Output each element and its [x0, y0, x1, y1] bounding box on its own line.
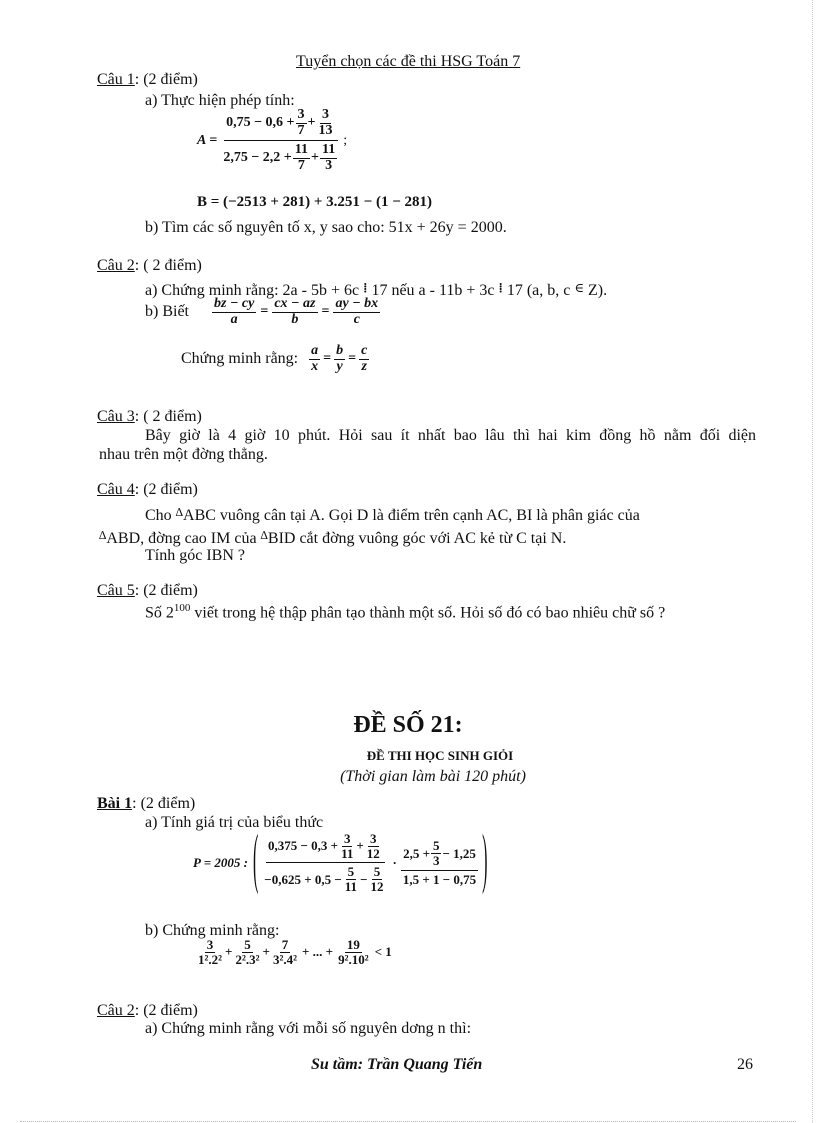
- c4-line-3: Tính góc IBN ?: [145, 547, 245, 564]
- page-right-border: [812, 0, 813, 1123]
- running-header: Tuyển chọn các đề thi HSG Toán 7: [296, 53, 521, 70]
- element-of-symbol: ∈: [574, 280, 584, 295]
- left-paren: (: [252, 824, 259, 897]
- c3-label: Câu 3: [97, 408, 135, 425]
- triangle-symbol-3: ∆: [260, 528, 268, 542]
- c3-heading: [97, 408, 202, 426]
- c4-cho: Cho: [145, 507, 172, 524]
- b1-points: : (2 điểm): [132, 795, 196, 812]
- c4-line-1: [145, 505, 756, 525]
- page-bottom-border: [20, 1121, 796, 1122]
- formula-a-main-fraction: [221, 108, 340, 174]
- c2-a-text2: 17 nếu a - 11b + 3c: [371, 282, 495, 299]
- c2-part-b: b) Biết $\frac{bz - cy}{a}$ = $\frac{cx - az}{b}$ = $\frac{ay - bx}{c}$: [145, 296, 379, 327]
- formula-a: A = 0,75 − 0,6 + $\frac{3}{7}$ + $\frac{3}{13}$ 2,75 − 2,2 + $\frac{11}{7}$ + $\frac{11}{3}$ ;: [197, 107, 348, 174]
- b1-label: Bài 1: [97, 795, 133, 812]
- formula-a-denominator: 2,75 − 2,2 + $\frac{11}{7}$ + $\frac{11}{3}$: [223, 142, 336, 174]
- formula-a-d2-num: 11: [294, 142, 309, 158]
- c4-heading: [97, 481, 198, 499]
- formula-p-frac-1: 0,375 − 0,3 + $\frac{3}{11}$ + $\frac{3}{12}$ −0,625 + 0,5 − $\frac{5}{11}$ − $\frac{5}{12}$: [264, 831, 384, 894]
- c2-frac-2: $\frac{cx - az}{b}$: [274, 296, 316, 327]
- b1-heading: [97, 795, 195, 813]
- formula-a-numerator: 0,75 − 0,6 + $\frac{3}{7}$ + $\frac{3}{13}$: [224, 108, 337, 141]
- c2b-part-a: a) Chứng minh rằng với mỗi số nguyên dơng n thì:: [145, 1020, 472, 1037]
- formula-a-n3-den: 13: [318, 122, 333, 138]
- c4-line-2b: BID cắt đờng vuông góc với AC kẻ từ C tại N.: [267, 530, 567, 547]
- sum-inequality: $\frac{3}{\text{1².2²}}$ + $\frac{5}{\text{2².3²}}$ + $\frac{7}{\text{3².4²}}$ + ... + $\frac{19}{\text{9².10²}}$ < 1: [198, 937, 392, 967]
- c4-line-2a: ABD, đờng cao IM của: [106, 530, 257, 547]
- c5-points: : (2 điểm): [134, 582, 198, 599]
- c5-label: Câu 5: [97, 582, 135, 599]
- exam-time: (Thời gian làm bài 120 phút): [340, 768, 526, 785]
- formula-a-n2-num: 3: [297, 107, 305, 122]
- exam-title: ĐỀ SỐ 21:: [353, 712, 463, 738]
- c2-prove: Chứng minh rằng: $\frac{a}{x}$ = $\frac{b}{y}$ = $\frac{c}{z}$: [181, 343, 368, 374]
- c4-points: : (2 điểm): [134, 481, 198, 498]
- formula-a-d1: 2,75 − 2,2 +: [223, 150, 292, 166]
- c4-line-2: [99, 528, 566, 548]
- c2-ratio-1: $\frac{a}{x}$: [311, 343, 319, 374]
- c1-part-b: b) Tìm các số nguyên tố x, y sao cho: 51x + 26y = 2000.: [145, 219, 507, 236]
- c5-text: Số $2^{100}$ viết trong hệ thập phân tạo thành một số. Hỏi số đó có bao nhiêu chữ số ?: [145, 602, 666, 622]
- formula-a-lhs: A: [197, 132, 207, 148]
- b1-part-a: a) Tính giá trị của biểu thức: [145, 814, 324, 831]
- c5-exponent: 100: [173, 602, 191, 614]
- c4-line-1-text: ABC vuông cân tại A. Gọi D là điểm trên cạnh AC, BI là phân giác của: [183, 507, 640, 524]
- c1-label: Câu 1: [97, 71, 135, 88]
- formula-a-d3-num: 11: [322, 142, 336, 158]
- c2b-heading: [97, 1002, 198, 1020]
- c2-b-label: b) Biết: [145, 303, 189, 321]
- c5-heading: [97, 582, 198, 600]
- formula-a-d3-den: 3: [325, 158, 333, 174]
- c1-part-a: a) Thực hiện phép tính:: [145, 92, 295, 109]
- divides-symbol-1: ⁞: [363, 280, 368, 295]
- c2-prove-label: Chứng minh rằng:: [181, 350, 299, 368]
- c2-a-text4: Z).: [588, 282, 608, 299]
- c3-points: : ( 2 điểm): [134, 408, 202, 425]
- c3-line-2: nhau trên một đờng thẳng.: [99, 446, 268, 463]
- triangle-symbol-2: ∆: [99, 528, 107, 542]
- b1-part-b: b) Chứng minh rằng:: [145, 922, 280, 939]
- divides-symbol-2: ⁞: [498, 280, 503, 295]
- formula-a-n2-den: 7: [297, 122, 305, 138]
- page-number: 26: [737, 1056, 753, 1073]
- formula-a-n1: 0,75 − 0,6 +: [226, 114, 295, 130]
- formula-p: P = 2005 : ( 0,375 − 0,3 + $\frac{3}{11}$ + $\frac{3}{12}$ −0,625 + 0,5 − $\frac{5}{11}$ − $\frac{5}{12}$ · 2,5 + $\frac{5}{3}$ − 1,25 1,5 + 1 − 0,75 ): [193, 832, 490, 894]
- formula-b: B = (−2513 + 281) + 3.251 − (1 − 281): [197, 194, 433, 210]
- formula-p-frac-2: 2,5 + $\frac{5}{3}$ − 1,25 1,5 + 1 − 0,75: [402, 838, 477, 887]
- formula-a-semicolon: ;: [343, 132, 348, 148]
- formula-a-d2-den: 7: [297, 158, 305, 174]
- exam-subtitle: ĐỀ THI HỌC SINH GIỎI: [366, 748, 514, 763]
- triangle-symbol-1: ∆: [175, 505, 184, 519]
- c2b-label: Câu 2: [97, 1002, 135, 1019]
- c1-heading: [97, 71, 198, 89]
- c2-points: : ( 2 điểm): [134, 257, 202, 274]
- c2-frac-1: $\frac{bz - cy}{a}$: [214, 296, 255, 327]
- c4-label: Câu 4: [97, 481, 135, 498]
- right-paren: ): [482, 824, 488, 897]
- c2-frac-3: $\frac{ay - bx}{c}$: [335, 296, 379, 327]
- c2-ratio-3: $\frac{c}{z}$: [361, 343, 368, 374]
- c2-label: Câu 2: [97, 257, 135, 274]
- c2-heading: [97, 257, 202, 275]
- formula-a-n3-num: 3: [322, 107, 330, 122]
- c3-line-1: Bây giờ là 4 giờ 10 phút. Hỏi sau ít nhất bao lâu thì hai kim đồng hồ nằm đối diện: [145, 427, 756, 444]
- footer-collector: Su tầm: Trần Quang Tiến: [311, 1056, 483, 1073]
- c2-a-text1: a) Chứng minh rằng: 2a - 5b + 6c: [145, 282, 360, 299]
- c1-points: : (2 điểm): [134, 71, 198, 88]
- c2b-points: : (2 điểm): [134, 1002, 198, 1019]
- c2-ratio-2: $\frac{b}{y}$: [336, 343, 344, 374]
- formula-p-lhs: P = 2005 :: [193, 854, 248, 870]
- c2-a-text3: 17 (a, b, c: [506, 282, 571, 299]
